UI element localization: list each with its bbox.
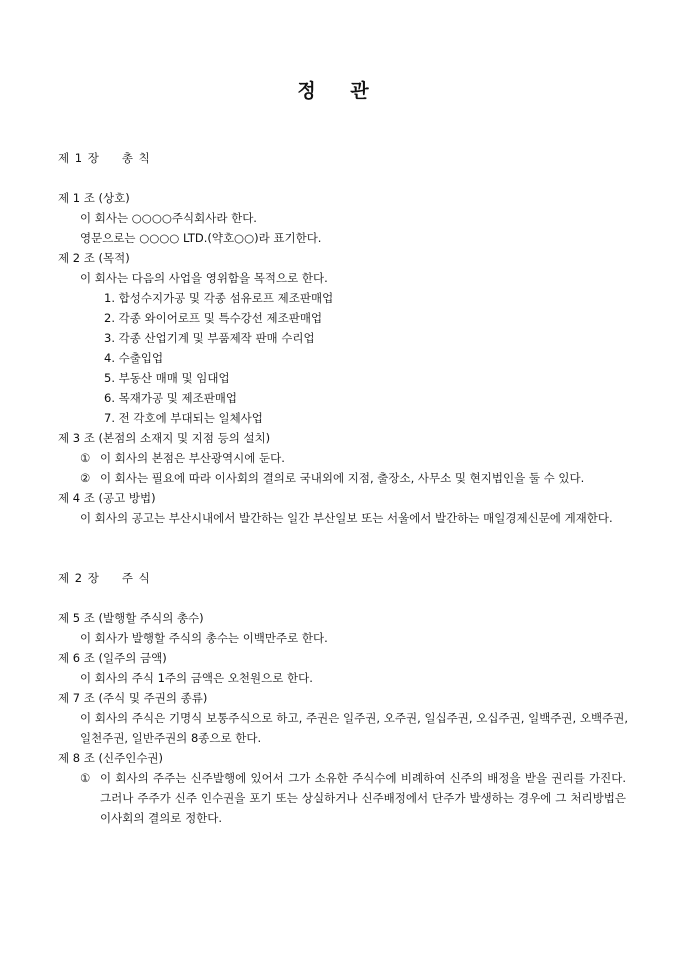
article-2-item: 2. 각종 와이어로프 및 특수강선 제조판매업 bbox=[104, 311, 323, 325]
document-title: 정 관 bbox=[297, 80, 383, 102]
article-5-text: 이 회사가 발행할 주식의 총수는 이백만주로 한다. bbox=[80, 631, 328, 645]
chapter-1-name: 총 칙 bbox=[121, 151, 151, 165]
article-4-text: 이 회사의 공고는 부산시내에서 발간하는 일간 부산일보 또는 서울에서 발간하는 매일경제신문에 게재한다. bbox=[80, 511, 613, 525]
article-5 bbox=[58, 608, 628, 648]
article-3-clause-1 bbox=[58, 448, 628, 468]
document-body bbox=[58, 148, 628, 828]
article-4 bbox=[58, 488, 628, 528]
article-2-item: 5. 부동산 매매 및 임대업 bbox=[104, 371, 230, 385]
article-5-heading: 제 5 조 (발행할 주식의 총수) bbox=[58, 611, 204, 625]
article-8-heading: 제 8 조 (신주인수권) bbox=[58, 751, 164, 765]
article-2-item: 3. 각종 산업기계 및 부품제작 판매 수리업 bbox=[104, 331, 315, 345]
article-3-heading: 제 3 조 (본점의 소재지 및 지점 등의 설치) bbox=[58, 431, 271, 445]
article-6-heading: 제 6 조 (일주의 금액) bbox=[58, 651, 167, 665]
clause-number: ② bbox=[80, 471, 91, 485]
article-7-heading: 제 7 조 (주식 및 주권의 종류) bbox=[58, 691, 208, 705]
article-1-heading: 제 1 조 (상호) bbox=[58, 191, 130, 205]
article-2-intro: 이 회사는 다음의 사업을 영위함을 목적으로 한다. bbox=[80, 271, 328, 285]
article-1-line-2: 영문으로는 ○○○○ LTD.(약호○○)라 표기한다. bbox=[80, 231, 322, 245]
article-7-text: 이 회사의 주식은 기명식 보통주식으로 하고, 주권은 일주권, 오주권, 일십주권, 오십주권, 일백주권, 오백주권, 일천주권, 일반주권의 8종으로 한다. bbox=[80, 711, 628, 745]
chapter-1-label: 제 1 장 bbox=[58, 151, 100, 165]
article-3 bbox=[58, 428, 628, 488]
chapter-2-name: 주 식 bbox=[121, 571, 151, 585]
clause-text: 이 회사의 주주는 신주발행에 있어서 그가 소유한 주식수에 비례하여 신주의 배정을 받을 권리를 가진다. 그러나 주주가 신주 인수권을 포기 또는 상실하거나 신주배정에서 단주가 발생하는 경우에 그 처리방법은 이사회의 결의로 정한다. bbox=[100, 771, 626, 825]
article-2 bbox=[58, 248, 628, 428]
clause-text: 이 회사는 필요에 따라 이사회의 결의로 국내외에 지점, 출장소, 사무소 및 현지법인을 둘 수 있다. bbox=[100, 471, 585, 485]
article-8 bbox=[58, 748, 628, 828]
article-2-heading: 제 2 조 (목적) bbox=[58, 251, 130, 265]
chapter-1-heading bbox=[58, 148, 628, 168]
clause-number: ① bbox=[80, 451, 91, 465]
chapter-2-heading bbox=[58, 568, 628, 588]
article-2-item: 4. 수출입업 bbox=[104, 351, 164, 365]
clause-text: 이 회사의 본점은 부산광역시에 둔다. bbox=[100, 451, 285, 465]
article-4-heading: 제 4 조 (공고 방법) bbox=[58, 491, 156, 505]
article-6 bbox=[58, 648, 628, 688]
article-2-item: 1. 합성수지가공 및 각종 섬유로프 제조판매업 bbox=[104, 291, 334, 305]
clause-number: ① bbox=[80, 771, 91, 785]
article-1-line-1: 이 회사는 ○○○○주식회사라 한다. bbox=[80, 211, 257, 225]
article-2-item: 7. 전 각호에 부대되는 일체사업 bbox=[104, 411, 263, 425]
article-2-item: 6. 목재가공 및 제조판매업 bbox=[104, 391, 238, 405]
article-3-clause-2 bbox=[58, 468, 628, 488]
chapter-2-label: 제 2 장 bbox=[58, 571, 100, 585]
article-1 bbox=[58, 188, 628, 248]
article-6-text: 이 회사의 주식 1주의 금액은 오천원으로 한다. bbox=[80, 671, 313, 685]
article-8-clause-1 bbox=[58, 768, 628, 828]
article-7 bbox=[58, 688, 628, 748]
